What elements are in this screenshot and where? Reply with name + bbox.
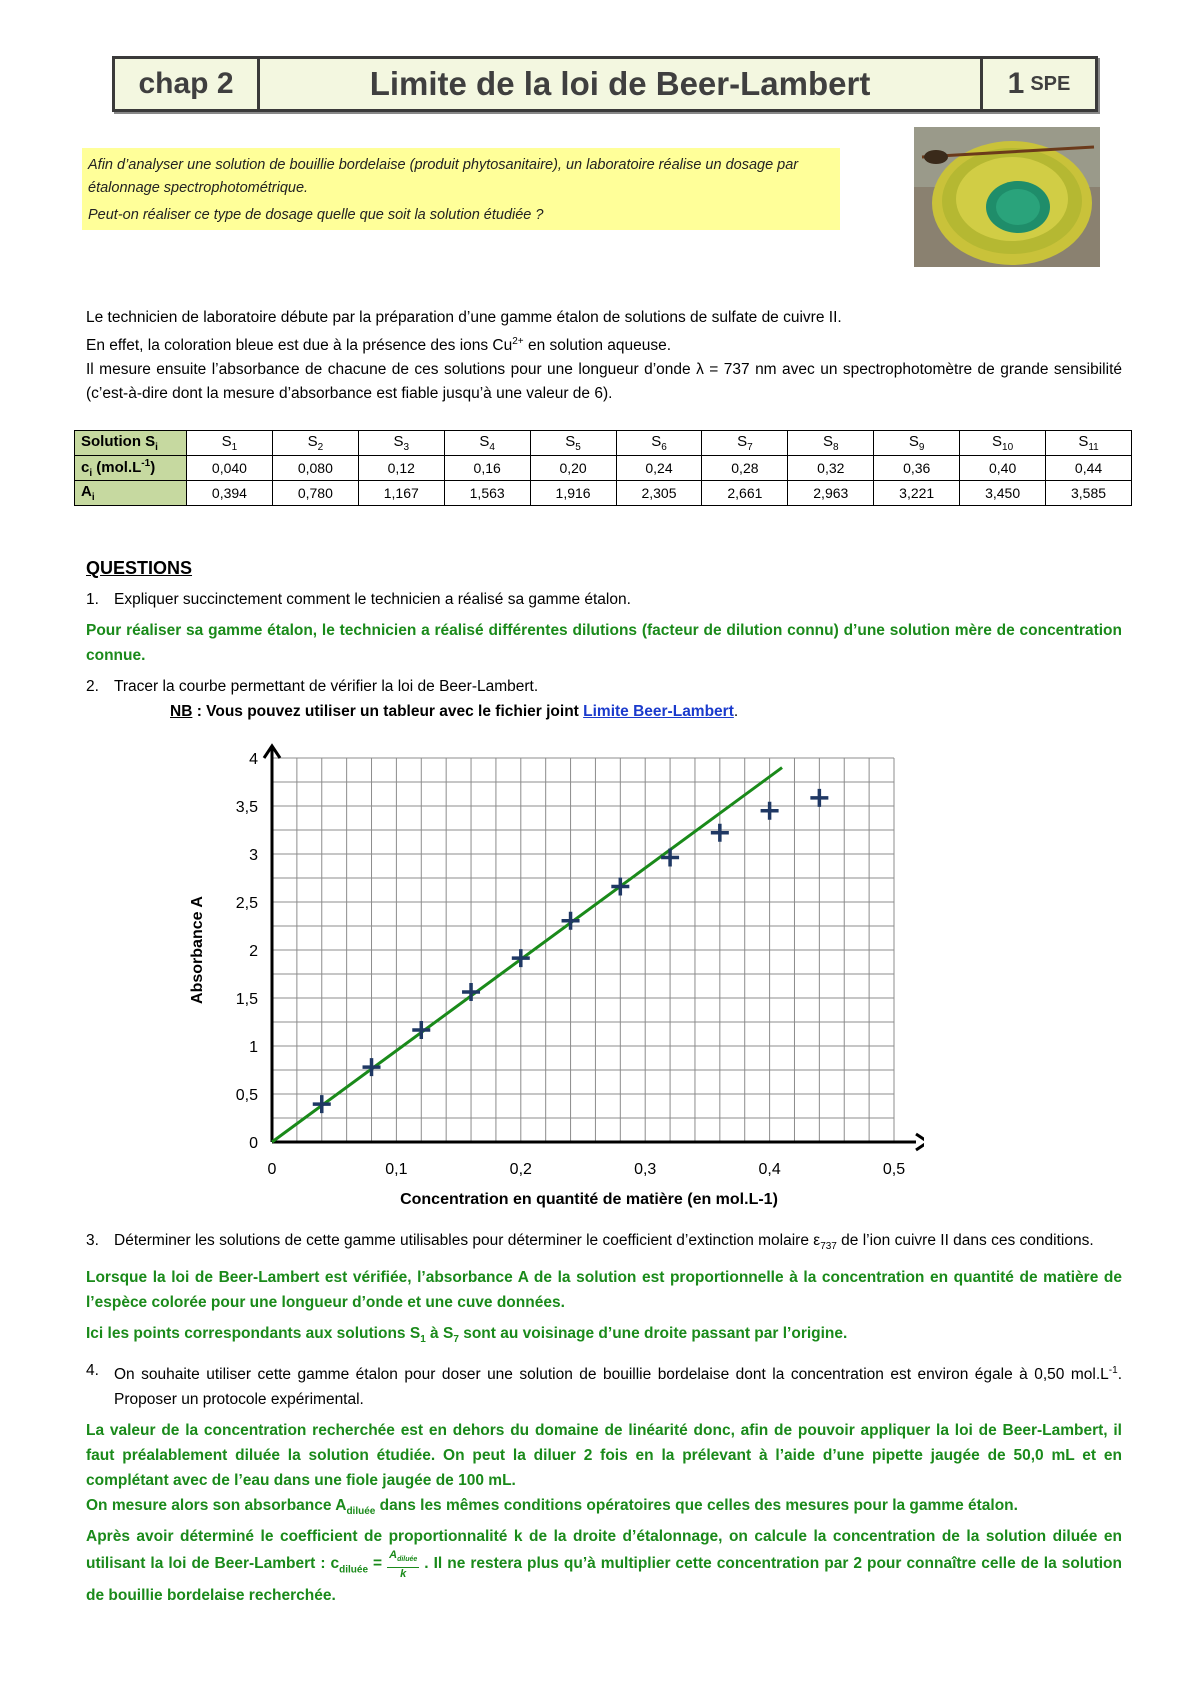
answer-4-part-3: Après avoir déterminé le coefficient de proportionnalité k de la droite d’étalonnage, on calcule la concentration de la solution diluée en utilisant la loi de Beer-Lambert : $c_{diluée}$ = $\frac{A_{diluée}}{k}$ . Il ne restera plus qu’à multiplier cette concentration par 2 pour connaître celle de la solution de bouillie bordelaise recherchée. [86,1528,1122,1604]
page-title: Limite de la loi de Beer-Lambert [260,59,983,109]
context-p1: Le technicien de laboratoire débute par la préparation d’une gamme étalon de solutions de sulfate de cuivre II. [86,309,842,326]
table-cell-absorbance: 1,167 [358,481,444,506]
table-cell-absorbance: 0,780 [272,481,358,506]
question-text: On souhaite utiliser cette gamme étalon pour doser une solution de bouillie bordelaise dont la concentration est environ égale à 0,50 $mol.L^{-1}$. Proposer un protocole expérimental. [114,1365,1122,1409]
table-cell-absorbance: 3,585 [1046,481,1132,506]
table-cell-concentration: 0,080 [272,456,358,481]
x-tick-label: 0,2 [509,1161,532,1178]
questions-lower [86,1228,1122,1608]
context-p2 [86,330,1122,358]
data-point [661,849,679,867]
table-cell-solution: $S_2$ [272,431,358,456]
context-p2-a: En effet, la coloration bleue est due à la présence des ions Cu [86,337,513,355]
answer-4-part-1: La valeur de la concentration recherchée est en dehors du domaine de linéarité donc, afin de pouvoir appliquer la loi de Beer-Lambert, il faut préalablement diluée la solution étudiée. On peut la diluer 2 fois en la prélevant à l’aide d’une pipette jaugée de 50,0 mL et en complétant avec de l’eau dans une fiole jaugée de 100 mL. [86,1422,1122,1490]
data-table [74,430,1132,506]
question-text: Déterminer les solutions de cette gamme utilisables pour déterminer le coefficient d’extinction molaire $\varepsilon_{737}$ de l’ion cuivre II dans ces conditions. [114,1232,1094,1253]
y-tick-label: 2 [249,943,258,960]
data-point [711,824,729,842]
table-cell-concentration: 0,40 [960,456,1046,481]
y-tick-label: 3,5 [235,799,258,816]
nb-text: : Vous pouvez utiliser un tableur avec le fichier joint [192,703,584,720]
y-tick-label: 4 [249,751,258,768]
x-axis-arrow [916,1134,924,1150]
table-cell-solution: $S_{11}$ [1046,431,1132,456]
y-tick-label: 0,5 [235,1087,258,1104]
table-header-solution: Solution $S_i$ [75,431,187,456]
table-cell-absorbance: 3,450 [960,481,1046,506]
table-cell-absorbance: 3,221 [874,481,960,506]
table-cell-concentration: 0,44 [1046,456,1132,481]
y-tick-label: 2,5 [235,895,258,912]
table-cell-absorbance: 2,305 [616,481,702,506]
y-axis-label: Absorbance A [189,896,206,1004]
table-row-solutions [75,431,1132,456]
data-point [810,789,828,807]
table-cell-solution: $S_9$ [874,431,960,456]
x-tick-label: 0,3 [634,1161,657,1178]
data-point [761,802,779,820]
y-tick-label: 1 [249,1039,258,1056]
table-cell-solution: $S_8$ [788,431,874,456]
table-cell-concentration: 0,20 [530,456,616,481]
x-tick-label: 0,1 [385,1161,408,1178]
nb-end: . [733,703,739,720]
level-label [983,59,1095,109]
table-cell-concentration: 0,12 [358,456,444,481]
table-cell-absorbance: 1,563 [444,481,530,506]
question-text: Tracer la courbe permettant de vérifier la loi de Beer-Lambert. [114,678,539,695]
context [86,306,1122,406]
questions-heading: QUESTIONS [86,558,193,578]
cu-charge: 2+ [512,336,524,347]
x-axis-label: Concentration en quantité de matière (en mol.L-1) [400,1191,778,1208]
answer-3-part-2: Ici les points correspondants aux solutions $S_1$ à $S_7$ sont au voisinage d’une droite passant par l’origine. [86,1325,848,1346]
bowl-photo [914,127,1100,267]
table-cell-concentration: 0,28 [702,456,788,481]
x-tick-label: 0,4 [758,1161,781,1178]
question-text: Expliquer succinctement comment le technicien a réalisé sa gamme étalon. [114,591,631,608]
nb-note [170,699,1122,724]
table-cell-concentration: 0,36 [874,456,960,481]
level-number: 1 [1007,67,1025,100]
x-tick-label: 0 [267,1161,277,1178]
question-number: 3. [86,1232,99,1249]
fraction: $\frac{A_{diluée}}{k}$ [389,1549,418,1580]
y-tick-label: 3 [249,847,258,864]
question-number: 1. [86,591,99,608]
intro-line-1: Afin d’analyser une solution de bouillie bordelaise (produit phytosanitaire), un laboratoire réalise un dosage par étalonnage spectrophotométrique. [88,157,799,196]
nb-label: NB [170,703,193,720]
questions-section [86,556,1122,724]
table-cell-solution: $S_7$ [702,431,788,456]
y-tick-label: 0 [249,1135,258,1152]
table-cell-solution: $S_1$ [187,431,273,456]
table-cell-absorbance: 0,394 [187,481,273,506]
question-1 [86,587,1122,612]
table-cell-solution: $S_{10}$ [960,431,1046,456]
table-header-absorbance: $A_i$ [75,481,187,506]
table-cell-solution: $S_5$ [530,431,616,456]
level-text: SPE [1030,72,1071,95]
table-row-absorbances [75,481,1132,506]
context-p2-b: en solution aqueuse. [523,337,672,355]
table-cell-concentration: 0,16 [444,456,530,481]
table-row-concentrations [75,456,1132,481]
spreadsheet-link[interactable]: Limite Beer-Lambert [583,703,734,720]
table-header-concentration: $c_i$ $(mol.L^{-1})$ [75,456,187,481]
chapter-label: chap 2 [115,59,260,109]
title-bar [112,56,1098,112]
table-cell-absorbance: 2,963 [788,481,874,506]
table-cell-solution: $S_4$ [444,431,530,456]
answer-3-part-1: Lorsque la loi de Beer-Lambert est vérifiée, l’absorbance A de la solution est proportionnelle à la concentration en quantité de matière de l’espèce colorée pour une longueur d’onde et une cuve données. [86,1269,1122,1312]
answer-1: Pour réaliser sa gamme étalon, le technicien a réalisé différentes dilutions (facteur de dilution connu) d’une solution mère de concentration connue. [86,622,1122,664]
table-cell-absorbance: 2,661 [702,481,788,506]
question-number: 2. [86,678,99,695]
intro-box [82,148,840,230]
question-4 [86,1358,1122,1412]
y-tick-label: 1,5 [235,991,258,1008]
table-cell-solution: $S_6$ [616,431,702,456]
table-cell-concentration: 0,24 [616,456,702,481]
x-tick-label: 0,5 [882,1161,906,1178]
beer-lambert-chart [184,738,924,1228]
context-p3: Il mesure ensuite l’absorbance de chacune de ces solutions pour une longueur d’onde λ = 737 nm avec un spectrophotomètre de grande sensibilité (c’est-à-dire dont la mesure d’absorbance est fiable jusqu’à une valeur de 6). [86,361,1122,403]
table-cell-concentration: 0,040 [187,456,273,481]
table-cell-absorbance: 1,916 [530,481,616,506]
question-3 [86,1228,1122,1259]
table-cell-solution: $S_3$ [358,431,444,456]
question-2 [86,674,1122,699]
table-cell-concentration: 0,32 [788,456,874,481]
answer-4-part-2: On mesure alors son absorbance $A_{diluée}$ dans les mêmes conditions opératoires que celles des mesures pour la gamme étalon. [86,1497,1018,1518]
fit-line [272,768,782,1142]
intro-line-2: Peut-on réaliser ce type de dosage quelle que soit la solution étudiée ? [88,207,544,223]
question-number: 4. [86,1362,99,1380]
